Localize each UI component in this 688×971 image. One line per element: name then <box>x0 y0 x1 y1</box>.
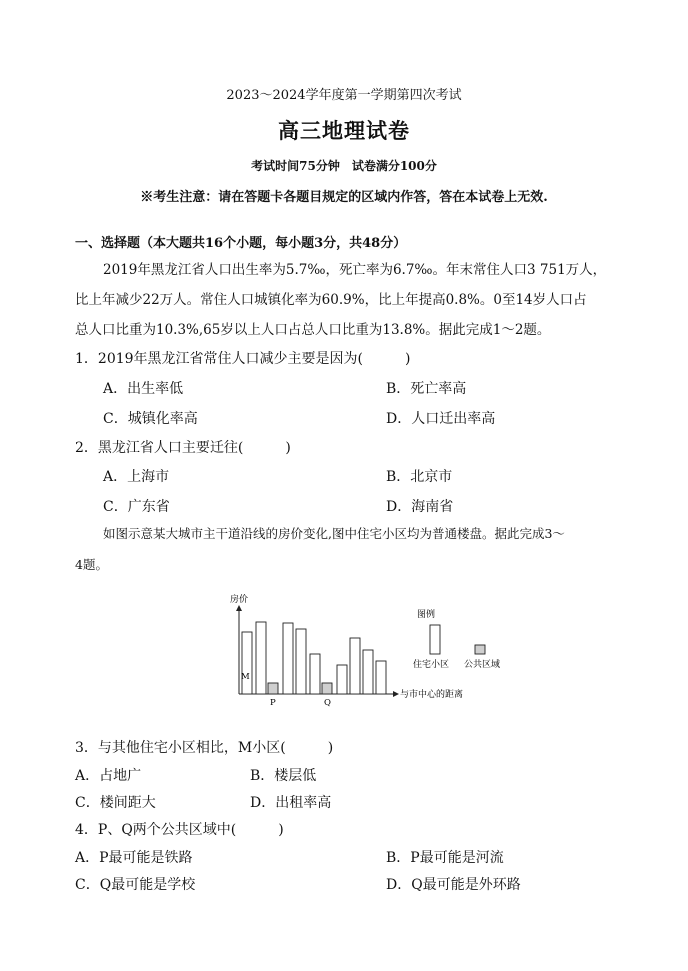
bar-residential <box>363 650 373 694</box>
question-2-option-d: D．海南省 <box>386 499 454 515</box>
legend-public-label: 公共区域 <box>464 660 501 670</box>
bar-residential <box>296 629 306 694</box>
notice: ※考生注意：请在答题卡各题目规定的区域内作答，答在本试卷上无效. <box>140 190 548 205</box>
question-3-option-c: C．楼间距大 <box>75 795 156 811</box>
label-p: P <box>270 698 276 708</box>
x-axis-label: 与市中心的距离 <box>400 690 464 700</box>
question-4-option-c: C．Q最可能是学校 <box>75 877 196 893</box>
passage-2-line: 4题。 <box>75 557 108 572</box>
question-4-option-d: D．Q最可能是外环路 <box>386 877 521 893</box>
question-4-stem: 4．P、Q两个公共区域中( ) <box>75 822 284 838</box>
y-axis-label: 房价 <box>230 595 249 605</box>
passage-1-line: 总人口比重为10.3%,65岁以上人口占总人口比重为13.8%。据此完成1～2题。 <box>75 322 551 338</box>
question-2-option-a: A．上海市 <box>103 469 170 485</box>
legend-title: 图例 <box>417 610 436 620</box>
label-m: M <box>241 672 250 682</box>
question-4-option-a: A．P最可能是铁路 <box>75 850 193 866</box>
question-2-option-c: C．广东省 <box>103 499 170 515</box>
question-2-option-b: B．北京市 <box>386 469 453 485</box>
question-3-option-b: B．楼层低 <box>250 768 317 784</box>
question-1-option-a: A．出生率低 <box>103 381 184 397</box>
question-1-stem: 1．2019年黑龙江省常住人口减少主要是因为( ) <box>75 351 411 367</box>
bar-residential-m <box>242 632 252 694</box>
question-1-option-b: B．死亡率高 <box>386 381 467 397</box>
bar-public-p <box>268 683 278 694</box>
question-2-stem: 2．黑龙江省人口主要迁往( ) <box>75 440 291 456</box>
section-heading: 一、选择题（本大题共16个小题，每小题3分，共48分） <box>75 236 407 251</box>
bar-residential <box>350 638 360 694</box>
bar-public-q <box>322 683 332 694</box>
housing-price-figure <box>220 588 520 708</box>
bar-residential <box>376 661 386 694</box>
legend-public-swatch <box>475 645 485 654</box>
question-4-option-b: B．P最可能是河流 <box>386 850 504 866</box>
term-line: 2023～2024学年度第一学期第四次考试 <box>226 88 462 103</box>
bar-residential <box>283 623 293 694</box>
question-1-option-d: D．人口迁出率高 <box>386 411 496 427</box>
question-3-stem: 3．与其他住宅小区相比，M小区( ) <box>75 740 334 756</box>
question-3-option-d: D．出租率高 <box>250 795 332 811</box>
passage-2 <box>75 518 620 580</box>
legend-residential-label: 住宅小区 <box>413 660 450 670</box>
passage-1 <box>75 255 620 345</box>
label-q: Q <box>324 698 331 708</box>
passage-1-line: 2019年黑龙江省人口出生率为5.7‰，死亡率为6.7‰。年末常住人口3 751万人， <box>103 262 607 278</box>
bar-residential <box>337 665 347 694</box>
passage-1-line: 比上年减少22万人。常住人口城镇化率为60.9%，比上年提高0.8%。0至14岁人口占 <box>75 292 587 308</box>
passage-2-line: 如图示意某大城市主干道沿线的房价变化,图中住宅小区均为普通楼盘。据此完成3～ <box>103 526 565 541</box>
bar-residential <box>256 622 266 694</box>
page-title: 高三地理试卷 <box>278 118 410 143</box>
bar-residential <box>310 654 320 694</box>
exam-info: 考试时间75分钟 试卷满分100分 <box>251 159 437 173</box>
question-3-option-a: A．占地广 <box>75 768 142 784</box>
legend-residential-swatch <box>430 625 440 654</box>
question-1-option-c: C．城镇化率高 <box>103 411 198 427</box>
